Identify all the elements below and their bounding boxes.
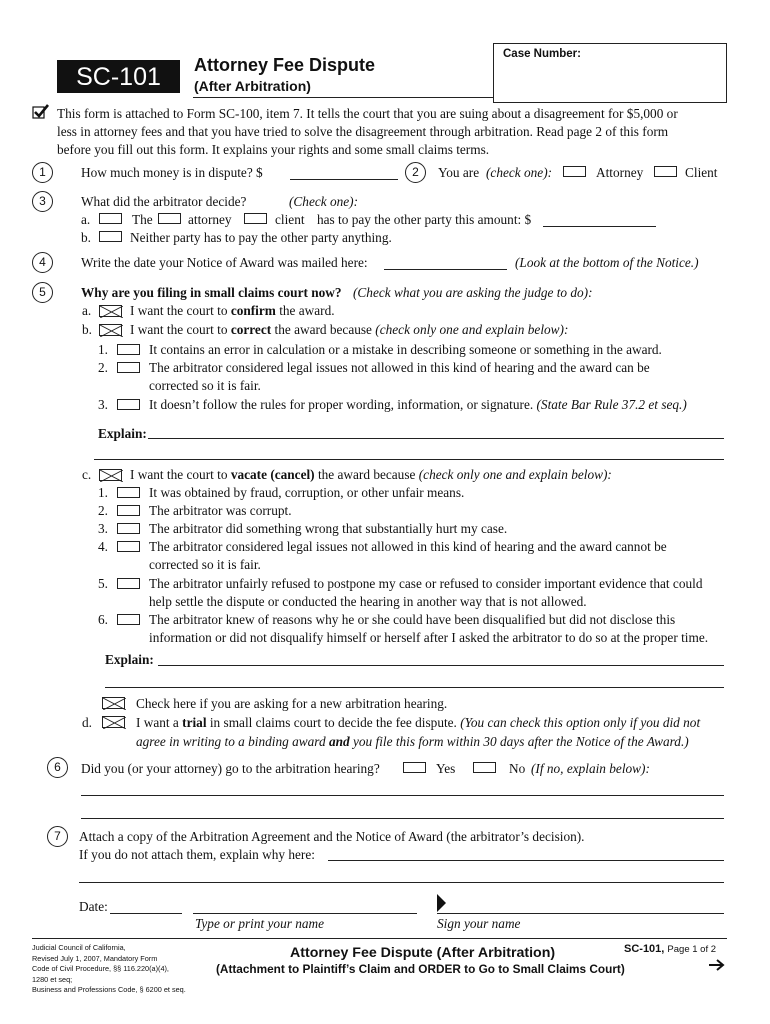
- q4-hint: (Look at the bottom of the Notice.): [515, 255, 699, 270]
- q3-hint: (Check one):: [289, 194, 359, 209]
- item-number-7: 7: [47, 826, 68, 847]
- item-number-1: 1: [32, 162, 53, 183]
- q5-b3-text: It doesn’t follow the rules for proper wording, information, or signature.: [149, 397, 534, 412]
- q2-client-label: Client: [685, 165, 718, 180]
- q5-c3-text: The arbitrator did something wrong that substantially hurt my case.: [149, 521, 508, 536]
- q5-c3-checkbox[interactable]: [117, 523, 140, 534]
- case-number-label: Case Number:: [503, 48, 581, 60]
- q5-d-hint2a: agree in writing to a binding award: [136, 734, 326, 749]
- intro-line-1: This form is attached to Form SC-100, item 7. It tells the court that you are suing about a disagreement for $5,000 or: [57, 106, 678, 121]
- q6-yes-checkbox[interactable]: [403, 762, 426, 773]
- q5-b3-hint: (State Bar Rule 37.2 et seq.): [536, 397, 687, 412]
- new-hearing-text: Check here if you are asking for a new arbitration hearing.: [136, 696, 448, 711]
- q5-c4-checkbox[interactable]: [117, 541, 140, 552]
- sign-here-arrow-icon: [437, 894, 447, 912]
- q3-b-label: b.: [81, 230, 91, 245]
- form-id: SC-101: [76, 63, 161, 91]
- q2-attorney-label: Attorney: [596, 165, 644, 180]
- q5-c6-text: The arbitrator knew of reasons why he or she could have been disqualified but did not disclose this: [149, 612, 676, 627]
- q6-hint: (If no, explain below):: [531, 761, 650, 776]
- q3-text: What did the arbitrator decide?: [81, 194, 247, 209]
- q5-c-label: c.: [82, 467, 92, 482]
- q5-d-label: d.: [82, 715, 92, 730]
- q6-explain-line-2[interactable]: [81, 818, 724, 819]
- q4-text: Write the date your Notice of Award was mailed here:: [81, 255, 368, 270]
- q5-b1-text: It contains an error in calculation or a mistake in describing someone or something in the award.: [149, 342, 662, 357]
- q7-line-2: If you do not attach them, explain why here:: [79, 847, 315, 862]
- q5-c5-text: The arbitrator unfairly refused to postpone my case or refused to consider important evidence that could: [149, 576, 703, 591]
- q5-c1-num: 1.: [98, 485, 108, 500]
- date-field[interactable]: [110, 913, 182, 914]
- q5-hint: (Check what you are asking the judge to do):: [353, 285, 593, 300]
- footer-left-5: Business and Professions Code, § 6200 et seq.: [32, 985, 186, 994]
- q5-c4-text: The arbitrator considered legal issues not allowed in this kind of hearing and the award cannot be: [149, 539, 667, 554]
- q5-b2-text: The arbitrator considered legal issues not allowed in this kind of hearing and the award can be: [149, 360, 650, 375]
- name-label: Type or print your name: [195, 916, 325, 931]
- q5-d-checkbox[interactable]: [102, 716, 125, 728]
- name-field[interactable]: [193, 913, 417, 914]
- q3-a-checkbox[interactable]: [99, 213, 122, 224]
- footer-left-4: 1280 et seq;: [32, 974, 73, 984]
- q5-c4-num: 4.: [98, 539, 108, 554]
- footer-title: Attorney Fee Dispute (After Arbitration): [290, 945, 556, 961]
- q5-a-pre: I want the court to: [130, 303, 228, 318]
- q3-b-text: Neither party has to pay the other party anything.: [130, 230, 392, 245]
- q5-c-explain-line-1[interactable]: [158, 665, 724, 666]
- q1-amount-field[interactable]: [290, 179, 398, 180]
- footer-page-info: [624, 943, 716, 955]
- footer-divider: [32, 938, 727, 939]
- new-hearing-checkbox[interactable]: [102, 697, 125, 709]
- q7-explain-line-1[interactable]: [328, 860, 724, 861]
- q5-c2-text: The arbitrator was corrupt.: [149, 503, 292, 518]
- footer-left-1: Judicial Council of California,: [32, 943, 126, 952]
- q5-c-explain-line-2[interactable]: [105, 687, 724, 688]
- q3-b-checkbox[interactable]: [99, 231, 122, 242]
- q5-d-hint2c: you file this form within 30 days after the Notice of the Award.): [352, 734, 689, 749]
- q6-explain-line-1[interactable]: [81, 795, 724, 796]
- q3-a-client: client: [275, 212, 305, 227]
- footer-form-id: SC-101,: [624, 943, 665, 955]
- q5-d-pre: I want a: [136, 715, 179, 730]
- q2-text: You are: [438, 165, 480, 180]
- q6-text: Did you (or your attorney) go to the arbitration hearing?: [81, 761, 380, 776]
- q2-attorney-checkbox[interactable]: [563, 166, 586, 177]
- q5-b-post: the award because: [274, 322, 372, 337]
- q5-c2-checkbox[interactable]: [117, 505, 140, 516]
- item-number-4: 4: [32, 252, 53, 273]
- q5-c-checkbox[interactable]: [99, 469, 122, 481]
- q5-d-hint1: (You can check this option only if you did not: [460, 715, 701, 730]
- q5-a-label: a.: [82, 303, 92, 318]
- q5-b-text: [130, 321, 568, 339]
- q6-yes-label: Yes: [436, 761, 456, 776]
- checkmark-icon: [32, 103, 50, 121]
- q5-a-bold: confirm: [230, 303, 276, 318]
- q5-b3-num: 3.: [98, 397, 108, 412]
- q5-c2-num: 2.: [98, 503, 108, 518]
- q3-amount-field[interactable]: [543, 226, 656, 227]
- q2-hint: (check one):: [486, 165, 553, 180]
- q5-c-post: the award because: [317, 467, 416, 482]
- footer-left-3: Code of Civil Procedure, §§ 116.220(a)(4),: [32, 964, 169, 973]
- q3-client-checkbox[interactable]: [244, 213, 267, 224]
- q5-d-post: in small claims court to decide the fee dispute.: [209, 715, 457, 730]
- q5-d-bold: trial: [182, 715, 207, 730]
- q7-line-1: Attach a copy of the Arbitration Agreement and the Notice of Award (the arbitrator’s decision).: [79, 829, 585, 844]
- footer-page-number: Page 1 of 2: [667, 944, 717, 955]
- q5-c3-num: 3.: [98, 521, 108, 536]
- date-label: Date:: [79, 899, 108, 914]
- q6-no-label: No: [509, 761, 526, 776]
- next-page-arrow-icon: [708, 958, 726, 972]
- q5-b-bold: correct: [230, 322, 272, 337]
- q5-b1-num: 1.: [98, 342, 108, 357]
- q5-b-explain-line-2[interactable]: [94, 459, 724, 460]
- header-divider: [193, 97, 493, 98]
- footer-subtitle: (Attachment to Plaintiff’s Claim and ORDER to Go to Small Claims Court): [216, 962, 625, 976]
- q5-c-text: [130, 466, 612, 484]
- q3-a-the: The: [132, 212, 153, 227]
- q5-b-label: b.: [82, 322, 92, 337]
- q5-c6-num: 6.: [98, 612, 108, 627]
- q3-a-attorney: attorney: [188, 212, 232, 227]
- q5-c5-cont: help settle the dispute or conducted the hearing in another way that is not allowed.: [149, 594, 587, 609]
- q5-b2-num: 2.: [98, 360, 108, 375]
- q5-a-text: [130, 302, 335, 320]
- q5-c6-checkbox[interactable]: [117, 614, 140, 625]
- q2-client-checkbox[interactable]: [654, 166, 677, 177]
- q4-date-field[interactable]: [384, 269, 507, 270]
- form-title: Attorney Fee Dispute: [194, 55, 376, 75]
- q5-b-checkbox[interactable]: [99, 324, 122, 336]
- item-number-5: 5: [32, 282, 53, 303]
- q5-c-pre: I want the court to: [130, 467, 228, 482]
- sign-label: Sign your name: [437, 916, 521, 931]
- q5-b-explain-line-1[interactable]: [148, 438, 724, 439]
- q5-b3-text-wrap: [149, 396, 687, 414]
- q5-b-hint: (check only one and explain below):: [375, 322, 569, 337]
- q5-text: Why are you filing in small claims court now?: [81, 285, 342, 300]
- intro-line-3: before you fill out this form. It explains your rights and some small claims terms.: [57, 142, 490, 157]
- q3-attorney-checkbox[interactable]: [158, 213, 181, 224]
- intro-line-2: less in attorney fees and that you have tried to solve the disagreement through arbitration. Read page 2 of this form: [57, 124, 669, 139]
- q5-c1-checkbox[interactable]: [117, 487, 140, 498]
- q5-c4-cont: corrected so it is fair.: [149, 557, 261, 572]
- q5-d-hint2: [136, 733, 689, 751]
- q6-no-checkbox[interactable]: [473, 762, 496, 773]
- q5-c-hint: (check only one and explain below):: [418, 467, 612, 482]
- q3-a-rest: has to pay the other party this amount: $: [317, 212, 532, 227]
- q5-d-hint2b: and: [328, 734, 350, 749]
- footer-left-text: [32, 943, 186, 996]
- q5-a-post: the award.: [279, 303, 335, 318]
- item-number-2: 2: [405, 162, 426, 183]
- q5-c5-checkbox[interactable]: [117, 578, 140, 589]
- q5-c6-cont: information or did not disqualify himself or herself after I asked the arbitrator to do so at the proper time.: [149, 630, 709, 645]
- footer-left-2: Revised July 1, 2007, Mandatory Form: [32, 953, 158, 963]
- q5-a-checkbox[interactable]: [99, 305, 122, 317]
- item-number-3: 3: [32, 191, 53, 212]
- q5-c5-num: 5.: [98, 576, 108, 591]
- q5-b1-checkbox[interactable]: [117, 344, 140, 355]
- q5-b3-checkbox[interactable]: [117, 399, 140, 410]
- q5-c-explain-label: Explain:: [105, 652, 154, 667]
- q5-b2-cont: corrected so it is fair.: [149, 378, 261, 393]
- q5-c1-text: It was obtained by fraud, corruption, or other unfair means.: [149, 485, 465, 500]
- form-subtitle: (After Arbitration): [194, 78, 311, 94]
- signature-field[interactable]: [437, 913, 724, 914]
- q5-d-text: [136, 714, 700, 732]
- q1-text: How much money is in dispute? $: [81, 165, 263, 180]
- q3-a-label: a.: [81, 212, 91, 227]
- q5-b-explain-label: Explain:: [98, 426, 147, 441]
- q5-b-pre: I want the court to: [130, 322, 228, 337]
- q5-c-bold: vacate (cancel): [230, 467, 315, 482]
- q5-b2-checkbox[interactable]: [117, 362, 140, 373]
- item-number-6: 6: [47, 757, 68, 778]
- q7-explain-line-2[interactable]: [79, 882, 724, 883]
